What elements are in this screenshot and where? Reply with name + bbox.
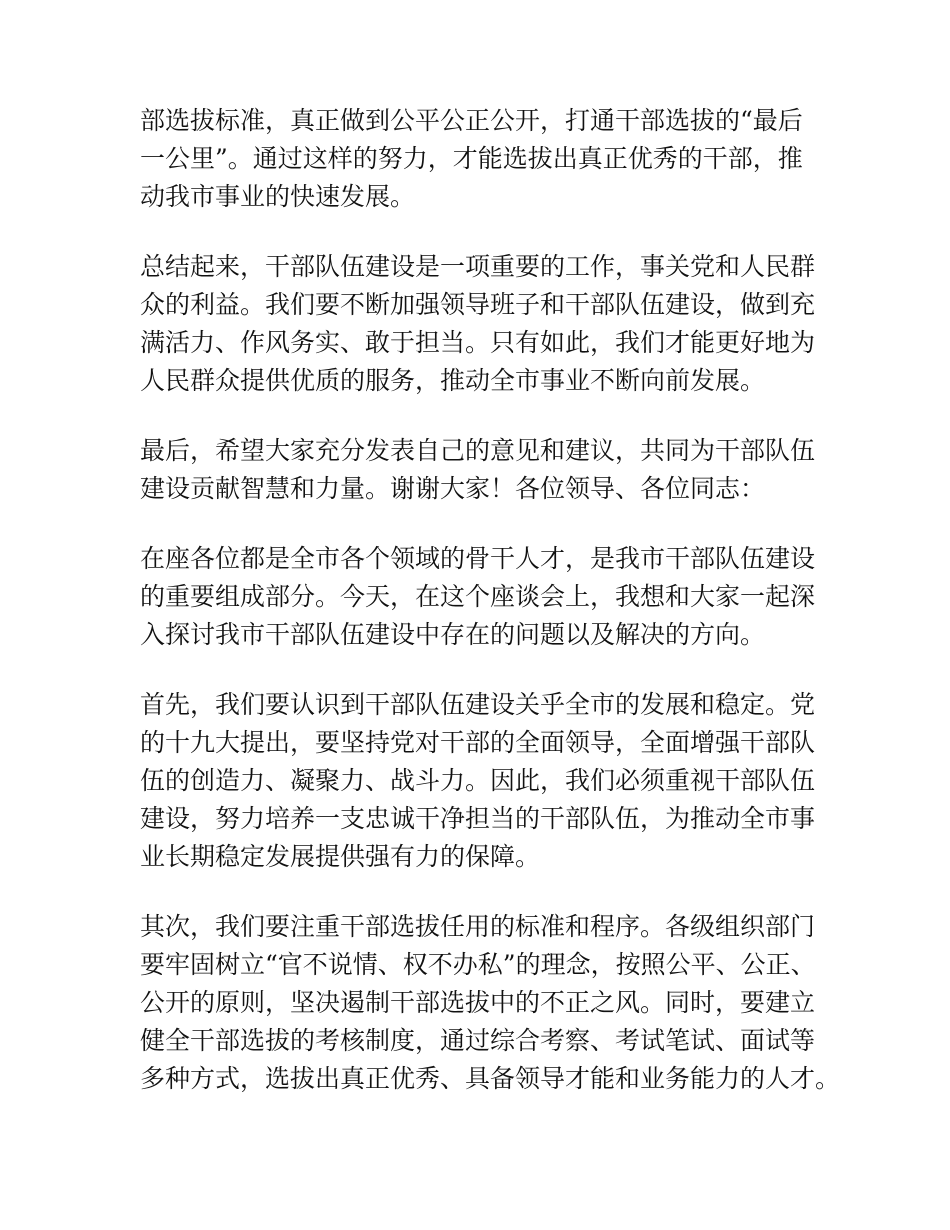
text-line: 健全干部选拔的考核制度，通过综合考察、考试笔试、面试等 bbox=[140, 1026, 816, 1055]
text-line: 最后，希望大家充分发表自己的意见和建议，共同为干部队伍 bbox=[140, 436, 816, 465]
text-line: 总结起来，干部队伍建设是一项重要的工作，事关党和人民群 bbox=[140, 252, 816, 281]
paragraph-5 bbox=[140, 686, 840, 876]
text-line: 入探讨我市干部队伍建设中存在的问题以及解决的方向。 bbox=[140, 620, 766, 649]
paragraph-3 bbox=[140, 432, 840, 508]
text-line: 建设贡献智慧和力量。谢谢大家！各位领导、各位同志： bbox=[140, 474, 766, 503]
text-line: 业长期稳定发展提供强有力的保障。 bbox=[140, 842, 541, 871]
text-line: 多种方式，选拔出真正优秀、具备领导才能和业务能力的人才。 bbox=[140, 1064, 841, 1093]
document-body bbox=[140, 102, 840, 1130]
text-line: 建设，努力培养一支忠诚干净担当的干部队伍，为推动全市事 bbox=[140, 804, 816, 833]
text-line: 公开的原则，坚决遏制干部选拔中的不正之风。同时，要建立 bbox=[140, 988, 816, 1017]
text-line: 的重要组成部分。今天，在这个座谈会上，我想和大家一起深 bbox=[140, 582, 816, 611]
text-line: 伍的创造力、凝聚力、战斗力。因此，我们必须重视干部队伍 bbox=[140, 766, 816, 795]
text-line: 首先，我们要认识到干部队伍建设关乎全市的发展和稳定。党 bbox=[140, 690, 816, 719]
text-line: 要牢固树立“官不说情、权不办私”的理念，按照公平、公正、 bbox=[140, 950, 816, 979]
text-line: 部选拔标准，真正做到公平公正公开，打通干部选拔的“最后 bbox=[140, 106, 803, 135]
text-line: 的十九大提出，要坚持党对干部的全面领导，全面增强干部队 bbox=[140, 728, 816, 757]
text-line: 动我市事业的快速发展。 bbox=[140, 182, 416, 211]
paragraph-4 bbox=[140, 540, 840, 654]
text-line: 其次，我们要注重干部选拔任用的标准和程序。各级组织部门 bbox=[140, 912, 816, 941]
text-line: 人民群众提供优质的服务，推动全市事业不断向前发展。 bbox=[140, 366, 766, 395]
text-line: 在座各位都是全市各个领域的骨干人才，是我市干部队伍建设 bbox=[140, 544, 816, 573]
text-line: 满活力、作风务实、敢于担当。只有如此，我们才能更好地为 bbox=[140, 328, 816, 357]
paragraph-6 bbox=[140, 908, 840, 1098]
paragraph-2 bbox=[140, 248, 840, 400]
paragraph-1 bbox=[140, 102, 840, 216]
text-line: 众的利益。我们要不断加强领导班子和干部队伍建设，做到充 bbox=[140, 290, 816, 319]
text-line: 一公里”。通过这样的努力，才能选拔出真正优秀的干部，推 bbox=[140, 144, 803, 173]
